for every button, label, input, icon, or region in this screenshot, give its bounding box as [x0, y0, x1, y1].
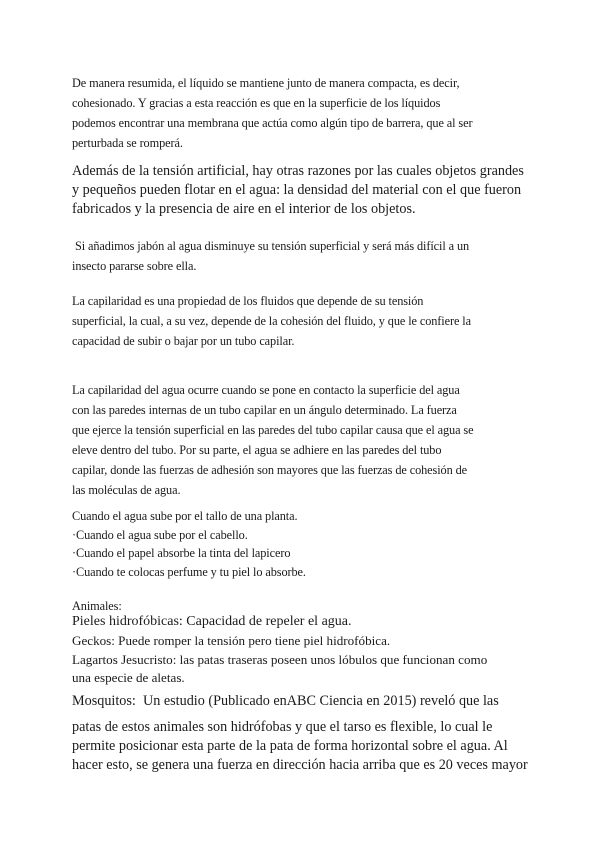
text-line: y pequeños pueden flotar en el agua: la densidad del material con el que fueron [72, 182, 522, 198]
text-line: De manera resumida, el líquido se mantiene junto de manera compacta, es decir, [72, 76, 460, 90]
list-item: ·Cuando el papel absorbe la tinta del lapicero [72, 546, 291, 560]
text-line: patas de estos animales son hidrófobas y que el tarso es flexible, lo cual le [72, 719, 493, 735]
text-line: que ejerce la tensión superficial en las paredes del tubo capilar causa que el agua se [72, 423, 474, 437]
text-line: hacer esto, se genera una fuerza en dirección hacia arriba que es 20 veces mayor [72, 757, 528, 773]
text-line: perturbada se romperá. [72, 136, 183, 150]
text-line: insecto pararse sobre ella. [72, 259, 197, 273]
text-line: capilar, donde las fuerzas de adhesión son mayores que las fuerzas de cohesión de [72, 463, 468, 477]
animales-label: Animales: [72, 599, 122, 613]
mosquitos-heading: Mosquitos: Un estudio (Publicado enABC Ciencia en 2015) reveló que las [72, 693, 499, 709]
paragraph-capillarity-definition [72, 291, 528, 351]
paragraph-water-capillarity [72, 380, 528, 500]
text-line: una especie de aletas. [72, 670, 185, 685]
pieles-heading: Pieles hidrofóbicas: Capacidad de repeler el agua. [72, 614, 352, 629]
text-line: podemos encontrar una membrana que actúa como algún tipo de barrera, que al ser [72, 116, 473, 130]
text-line: La capilaridad es una propiedad de los fluidos que depende de su tensión [72, 294, 424, 308]
text-line: Además de la tensión artificial, hay otras razones por las cuales objetos grandes [72, 163, 524, 179]
lagartos-text [72, 651, 528, 687]
text-line: Si añadimos jabón al agua disminuye su tensión superficial y será más difícil a un [72, 239, 470, 253]
text-line: superficial, la cual, a su vez, depende de la cohesión del fluido, y que le confiere la [72, 314, 471, 328]
paragraph-soap [72, 236, 528, 276]
paragraph-flotation [72, 162, 528, 219]
text-line: las moléculas de agua. [72, 483, 181, 497]
text-line: capacidad de subir o bajar por un tubo capilar. [72, 334, 295, 348]
paragraph-cohesion [72, 73, 528, 153]
list-item: Cuando el agua sube por el tallo de una planta. [72, 509, 298, 523]
text-line: con las paredes internas de un tubo capilar en un ángulo determinado. La fuerza [72, 403, 457, 417]
list-item: ·Cuando el agua sube por el cabello. [72, 527, 248, 542]
text-line: Lagartos Jesucristo: las patas traseras poseen unos lóbulos que funcionan como [72, 652, 488, 667]
mosquitos-body [72, 718, 528, 775]
text-line: eleve dentro del tubo. Por su parte, el agua se adhiere en las paredes del tubo [72, 443, 442, 457]
text-line: permite posicionar esta parte de la pata de forma horizontal sobre el agua. Al [72, 738, 508, 754]
geckos-text: Geckos: Puede romper la tensión pero tiene piel hidrofóbica. [72, 633, 391, 648]
text-line: fabricados y la presencia de aire en el interior de los objetos. [72, 201, 416, 217]
text-line: cohesionado. Y gracias a esta reacción es que en la superficie de los líquidos [72, 96, 441, 110]
examples-list [72, 507, 528, 581]
text-line: La capilaridad del agua ocurre cuando se pone en contacto la superficie del agua [72, 383, 460, 397]
list-item: ·Cuando te colocas perfume y tu piel lo absorbe. [72, 564, 306, 579]
